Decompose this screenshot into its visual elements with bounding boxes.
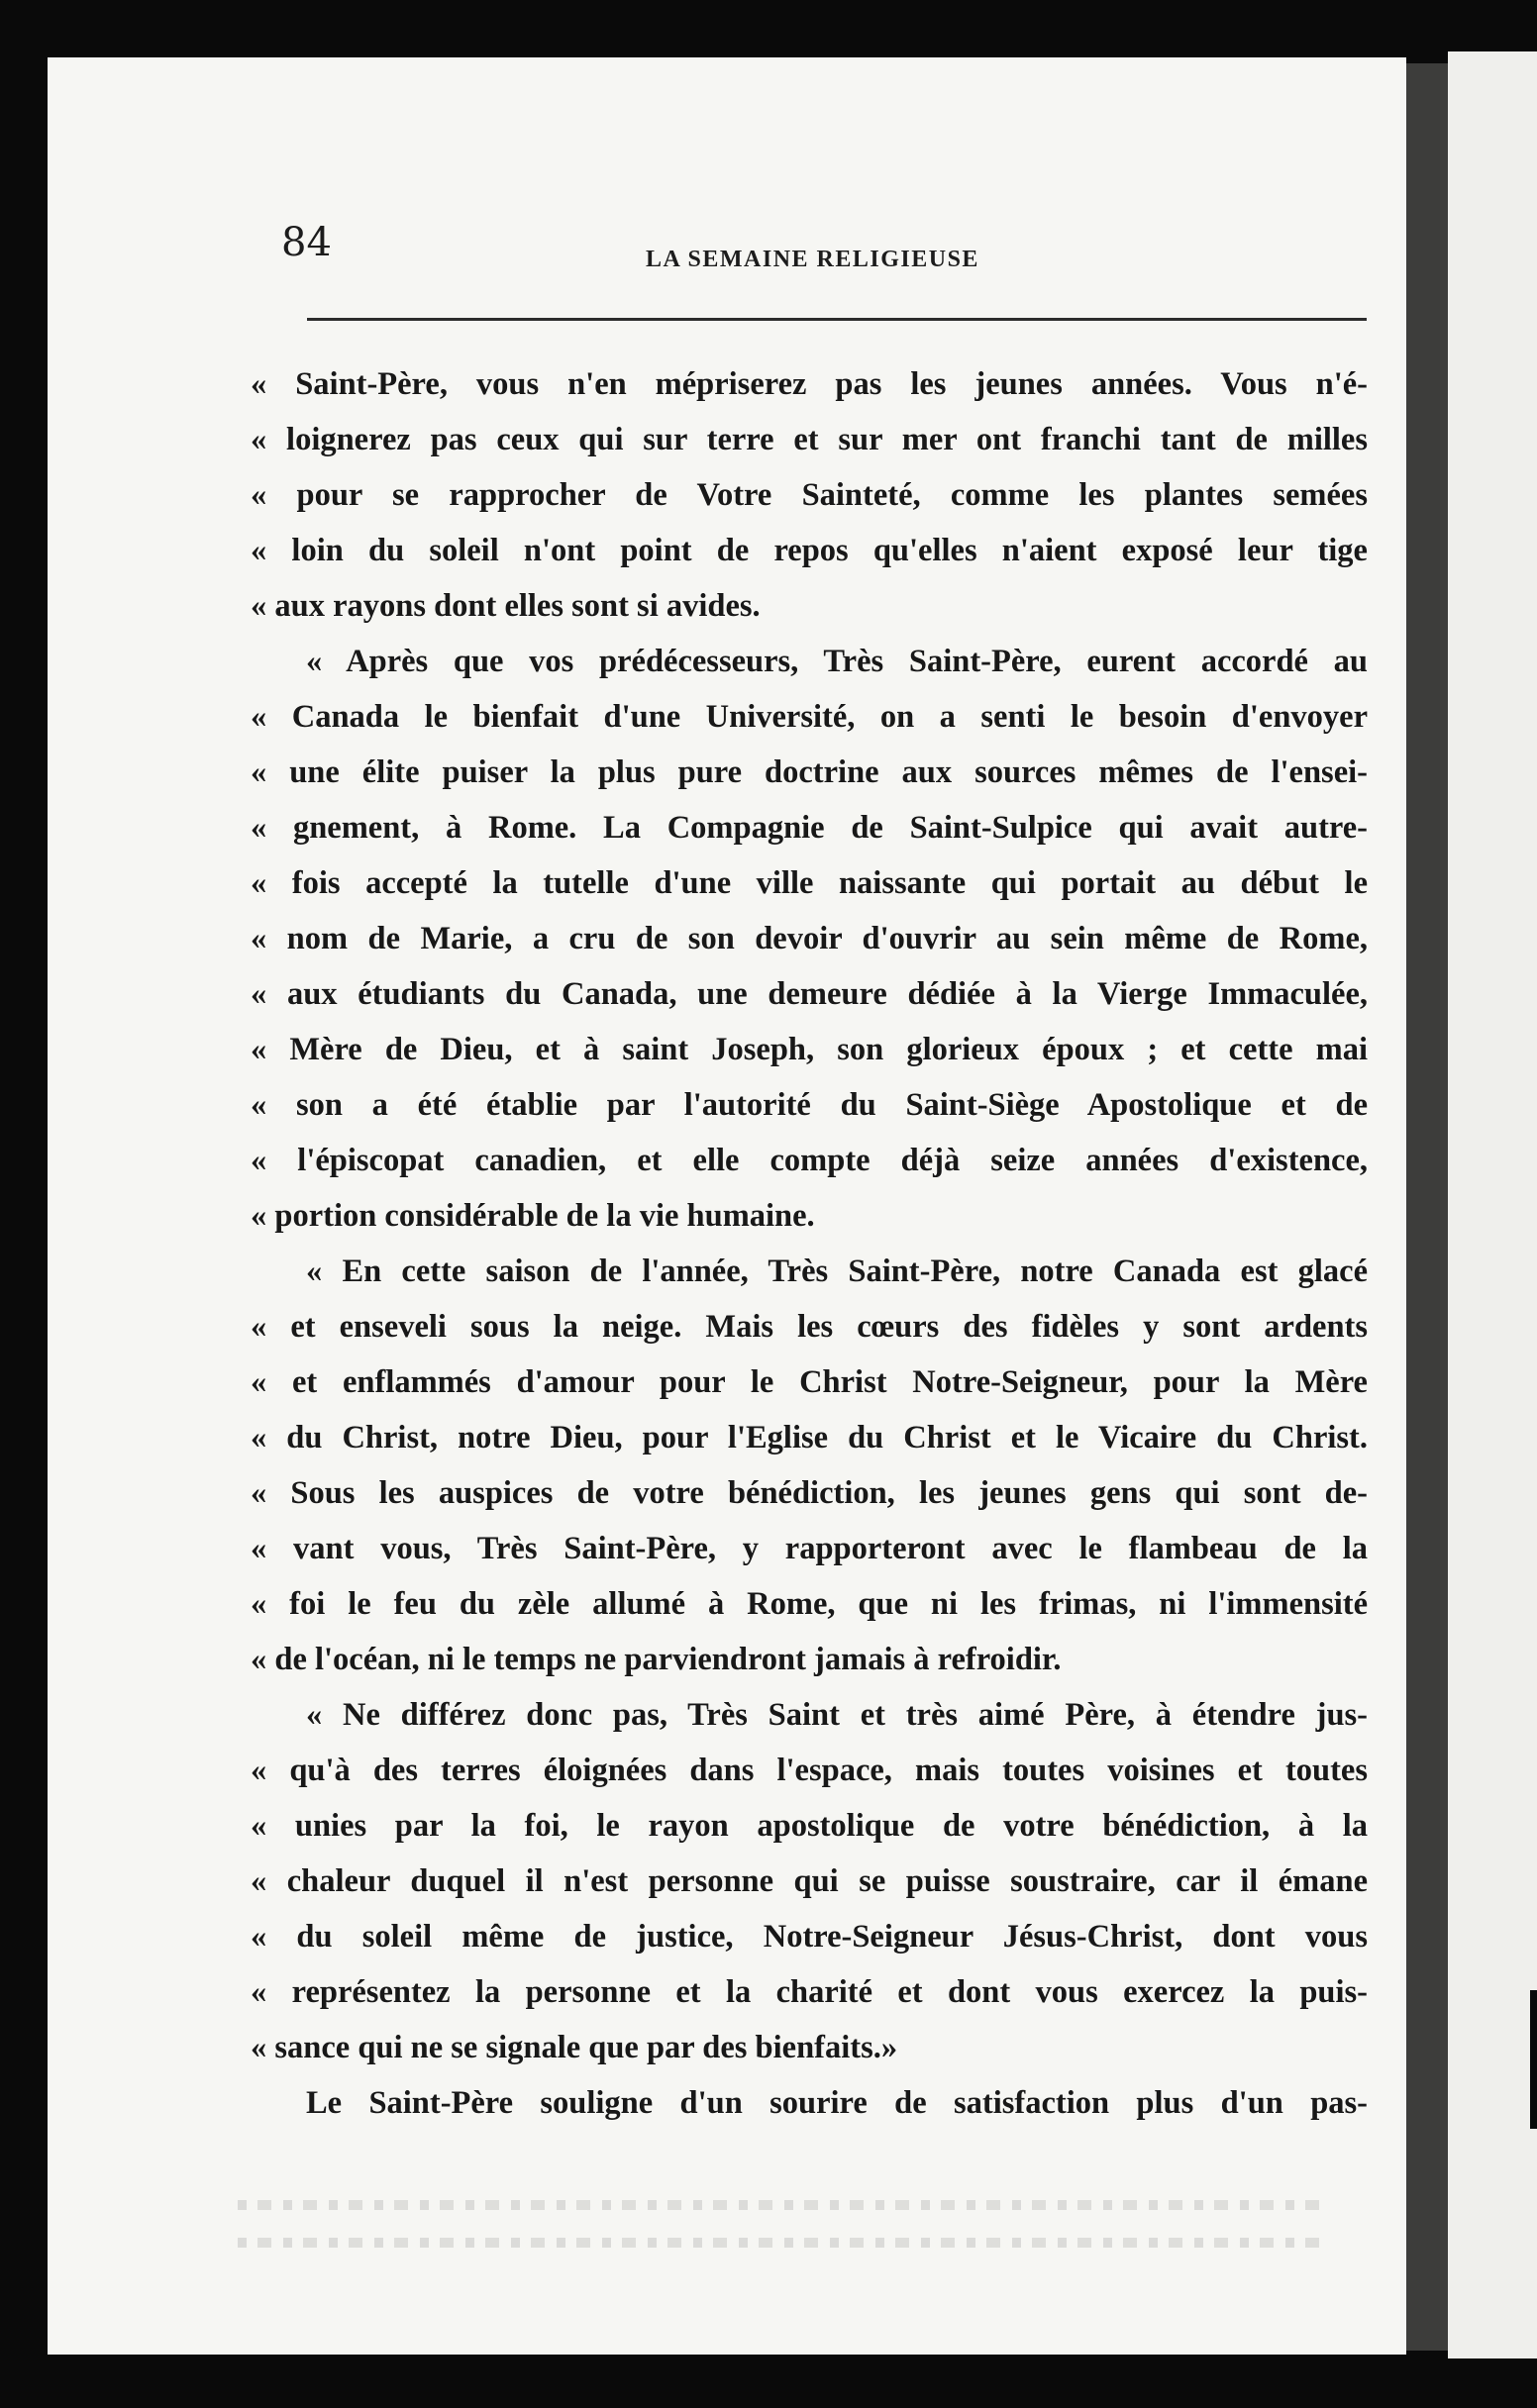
text-line: « sance qui ne se signale que par des bienfaits.» bbox=[251, 2030, 898, 2065]
text-line: « l'épiscopat canadien, et elle compte déjà seize années d'existence, bbox=[251, 1143, 1368, 1178]
book-spine-shadow bbox=[1406, 63, 1448, 2351]
text-line: « Saint-Père, vous n'en mépriserez pas les jeunes années. Vous n'é- bbox=[251, 366, 1368, 402]
text-line: « représentez la personne et la charité et dont vous exercez la puis- bbox=[251, 1974, 1368, 2010]
scan-artifact bbox=[1530, 1990, 1537, 2129]
page-number: 84 bbox=[281, 220, 332, 265]
running-title: LA SEMAINE RELIGIEUSE bbox=[646, 247, 979, 272]
text-line: « unies par la foi, le rayon apostolique de votre bénédiction, à la bbox=[251, 1808, 1368, 1844]
text-line: « du Christ, notre Dieu, pour l'Eglise du Christ et le Vicaire du Christ. bbox=[251, 1420, 1368, 1455]
text-line: « portion considérable de la vie humaine. bbox=[251, 1198, 815, 1234]
text-line: « loignerez pas ceux qui sur terre et sur mer ont franchi tant de milles bbox=[251, 422, 1368, 457]
text-line: « du soleil même de justice, Notre-Seigneur Jésus-Christ, dont vous bbox=[251, 1919, 1368, 1955]
text-line: « gnement, à Rome. La Compagnie de Saint-Sulpice qui avait autre- bbox=[251, 810, 1368, 846]
text-line: « En cette saison de l'année, Très Saint-Père, notre Canada est glacé bbox=[306, 1254, 1368, 1289]
text-line: « foi le feu du zèle allumé à Rome, que ni les frimas, ni l'immensité bbox=[251, 1586, 1368, 1622]
text-line: « et enflammés d'amour pour le Christ Notre-Seigneur, pour la Mère bbox=[251, 1364, 1368, 1400]
text-line: « son a été établie par l'autorité du Saint-Siège Apostolique et de bbox=[251, 1087, 1368, 1123]
text-line: « loin du soleil n'ont point de repos qu'elles n'aient exposé leur tige bbox=[251, 533, 1368, 568]
text-line: « chaleur duquel il n'est personne qui se puisse soustraire, car il émane bbox=[251, 1863, 1368, 1899]
text-line: « fois accepté la tutelle d'une ville naissante qui portait au début le bbox=[251, 865, 1368, 901]
text-line: « aux étudiants du Canada, une demeure dédiée à la Vierge Immaculée, bbox=[251, 976, 1368, 1012]
text-line: « de l'océan, ni le temps ne parviendront jamais à refroidir. bbox=[251, 1642, 1062, 1677]
text-line: « Ne différez donc pas, Très Saint et très aimé Père, à étendre jus- bbox=[306, 1697, 1368, 1733]
text-line: « Canada le bienfait d'une Université, on a senti le besoin d'envoyer bbox=[251, 699, 1368, 735]
text-line: « aux rayons dont elles sont si avides. bbox=[251, 588, 761, 624]
text-line: « Sous les auspices de votre bénédiction, les jeunes gens qui sont de- bbox=[251, 1475, 1368, 1511]
text-line: « et enseveli sous la neige. Mais les cœurs des fidèles y sont ardents bbox=[251, 1309, 1368, 1345]
text-line: « qu'à des terres éloignées dans l'espace, mais toutes voisines et toutes bbox=[251, 1753, 1368, 1788]
adjacent-page-edge bbox=[1448, 51, 1537, 2358]
body-text bbox=[251, 356, 1368, 2131]
text-line: Le Saint-Père souligne d'un sourire de satisfaction plus d'un pas- bbox=[306, 2085, 1368, 2121]
text-line: « nom de Marie, a cru de son devoir d'ouvrir au sein même de Rome, bbox=[251, 921, 1368, 956]
text-line: « Mère de Dieu, et à saint Joseph, son glorieux époux ; et cette mai bbox=[251, 1032, 1368, 1067]
header-rule bbox=[307, 318, 1367, 321]
text-line: « Après que vos prédécesseurs, Très Saint-Père, eurent accordé au bbox=[306, 644, 1368, 679]
bleed-through-text bbox=[238, 2200, 1327, 2289]
text-line: « pour se rapprocher de Votre Sainteté, comme les plantes semées bbox=[251, 477, 1368, 513]
text-line: « vant vous, Très Saint-Père, y rapporteront avec le flambeau de la bbox=[251, 1531, 1368, 1566]
page-header bbox=[235, 216, 1371, 275]
text-line: « une élite puiser la plus pure doctrine aux sources mêmes de l'ensei- bbox=[251, 754, 1368, 790]
